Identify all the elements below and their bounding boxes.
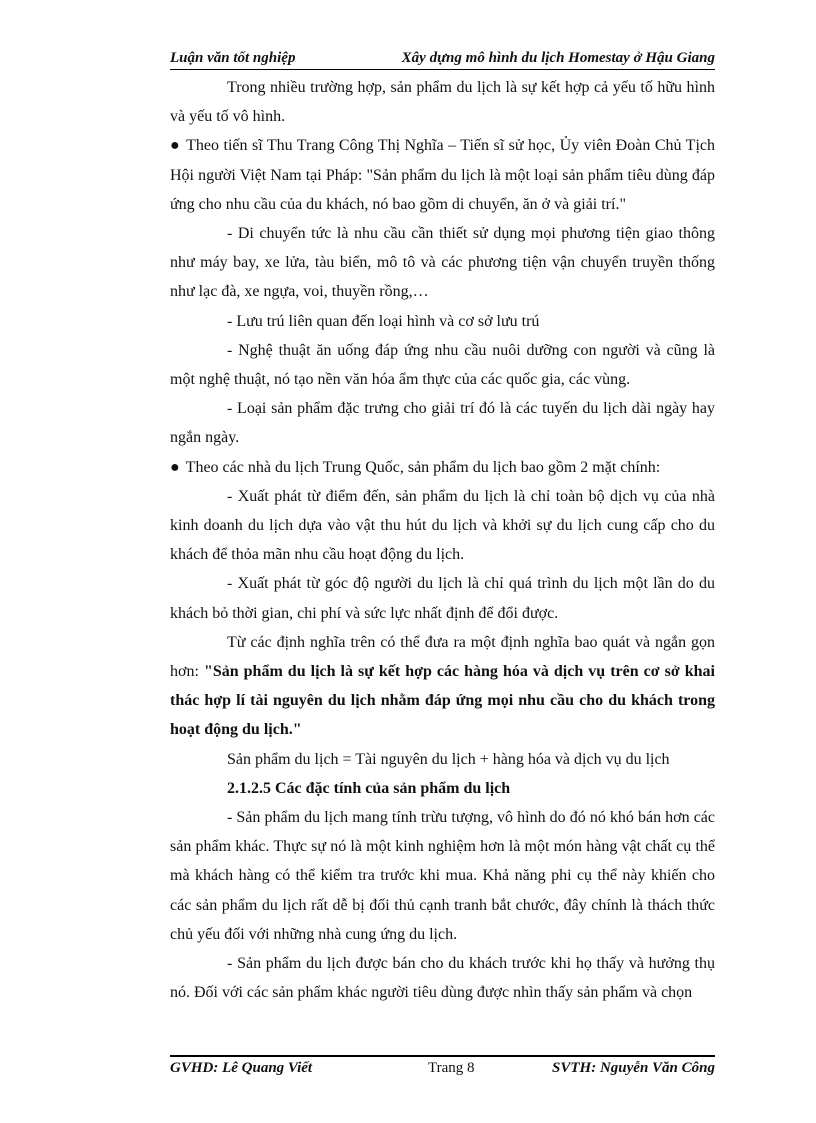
footer-student: SVTH: Nguyễn Văn Công xyxy=(552,1060,715,1076)
bullet-icon: ● xyxy=(170,458,180,476)
paragraph: - Xuất phát từ góc độ người du lịch là chỉ quá trình du lịch một lần do du khách bỏ thời gian, chi phí và sức lực nhất định để đổi được. xyxy=(170,575,715,622)
bullet-paragraph xyxy=(170,453,715,482)
section-heading: 2.1.2.5 Các đặc tính của sản phẩm du lịch xyxy=(227,779,511,797)
paragraph-text: Theo tiến sĩ Thu Trang Công Thị Nghĩa – Tiến sĩ sử học, Ủy viên Đoàn Chủ Tịch Hội người Việt Nam tại Pháp: "Sản phẩm du lịch là một loại sản phẩm tiêu dùng đáp ứng cho nhu cầu của du khách, nó bao gồm di chuyển, ăn ở và giải trí." xyxy=(170,137,715,213)
paragraph: - Sản phẩm du lịch được bán cho du khách trước khi họ thấy và hưởng thụ nó. Đối với các sản phẩm khác người tiêu dùng được nhìn thấy sản phẩm và chọn xyxy=(170,955,715,1002)
page-footer xyxy=(170,1060,715,1082)
bullet-paragraph xyxy=(170,131,715,219)
formula-line: Sản phẩm du lịch = Tài nguyên du lịch + hàng hóa và dịch vụ du lịch xyxy=(227,750,670,768)
page-header xyxy=(170,48,715,70)
header-thesis-label: Luận văn tốt nghiệp xyxy=(170,50,296,66)
bullet-icon: ● xyxy=(170,137,181,155)
header-thesis-title: Xây dựng mô hình du lịch Homestay ở Hậu Giang xyxy=(401,50,715,66)
paragraph: - Loại sản phẩm đặc trưng cho giải trí đó là các tuyến du lịch dài ngày hay ngắn ngày. xyxy=(170,400,715,447)
header-divider xyxy=(170,69,715,70)
paragraph: - Xuất phát từ điểm đến, sản phẩm du lịch là chỉ toàn bộ dịch vụ của nhà kinh doanh du lịch dựa vào vật thu hút du lịch và khởi sự du lịch cung cấp cho du khách để thỏa mãn nhu cầu hoạt động du lịch. xyxy=(170,487,715,564)
footer-advisor: GVHD: Lê Quang Viết xyxy=(170,1060,313,1076)
paragraph: - Nghệ thuật ăn uống đáp ứng nhu cầu nuôi dưỡng con người và cũng là một nghệ thuật, nó tạo nền văn hóa ẩm thực của các quốc gia, các vùng. xyxy=(170,341,715,389)
definition-paragraph xyxy=(170,628,715,745)
paragraph-text: Theo các nhà du lịch Trung Quốc, sản phẩm du lịch bao gồm 2 mặt chính: xyxy=(185,458,661,476)
paragraph: - Di chuyển tức là nhu cầu cần thiết sử dụng mọi phương tiện giao thông như máy bay, xe lửa, tàu biển, mô tô và các phương tiện vận chuyển truyền thống như lạc đà, xe ngựa, voi, thuyền rồng,… xyxy=(170,225,715,301)
paragraph: - Sản phẩm du lịch mang tính trừu tượng, vô hình do đó nó khó bán hơn các sản phẩm khác. Thực sự nó là một kinh nghiệm hơn là một món hàng vật chất cụ thể mà khách hàng có thể kiểm tra trước khi mua. Khả năng phi cụ thể này khiến cho các sản phẩm du lịch rất dễ bị đối thủ cạnh tranh bắt chước, đây chính là thách thức chủ yếu đối với những nhà cung ứng du lịch. xyxy=(170,809,715,943)
paragraph-text: Từ các định nghĩa trên có thể đưa ra một định nghĩa bao quát và ngắn gọn hơn: xyxy=(170,633,715,681)
paragraph: - Lưu trú liên quan đến loại hình và cơ sở lưu trú xyxy=(227,312,540,330)
page-number: Trang 8 xyxy=(428,1060,475,1076)
page-body xyxy=(170,73,715,1008)
bold-definition: "Sản phẩm du lịch là sự kết hợp các hàng hóa và dịch vụ trên cơ sở khai thác hợp lí tài nguyên du lịch nhằm đáp ứng mọi nhu cầu cho du khách trong hoạt động du lịch." xyxy=(170,663,716,739)
footer-divider xyxy=(170,1055,715,1057)
paragraph: Trong nhiều trường hợp, sản phẩm du lịch là sự kết hợp cả yếu tố hữu hình và yếu tố vô hình. xyxy=(170,79,715,126)
